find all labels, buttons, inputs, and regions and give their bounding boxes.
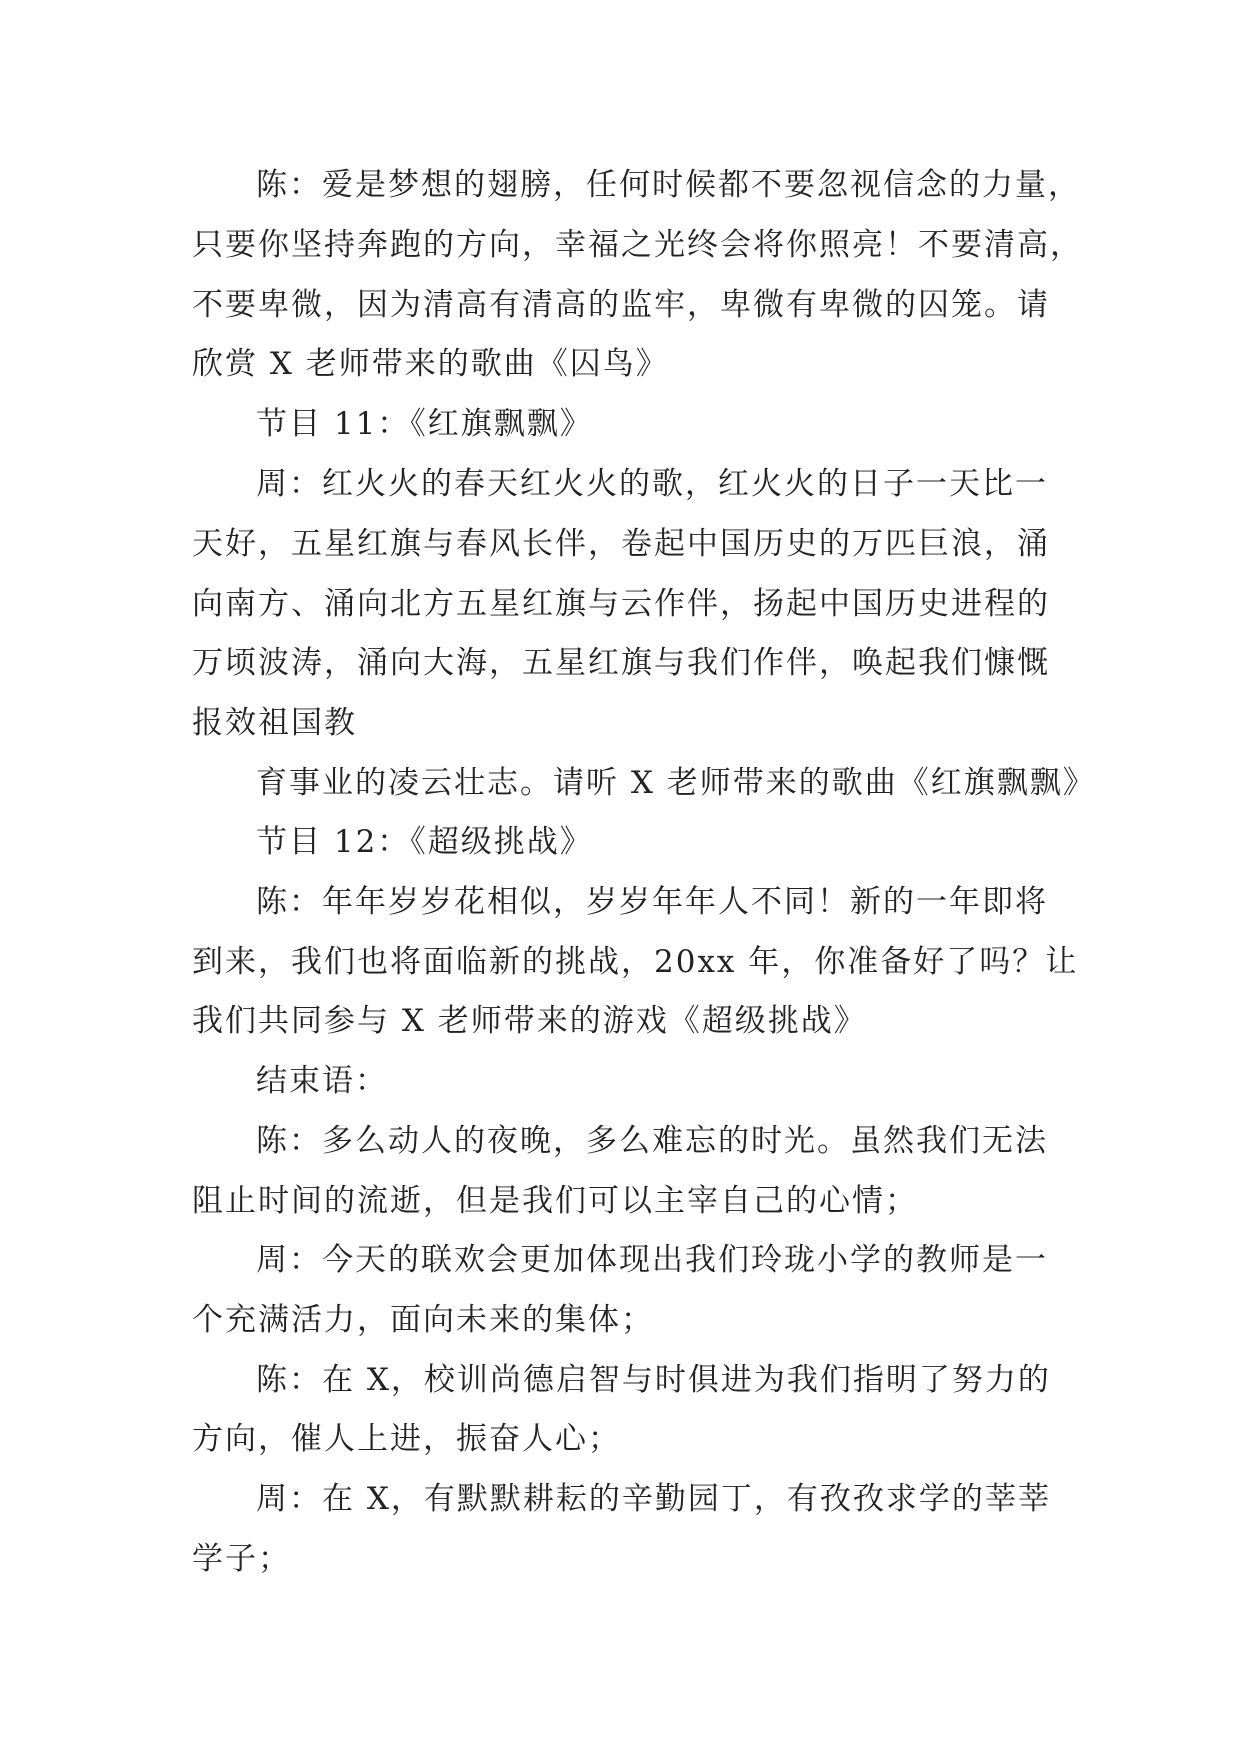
text-line: 欣赏 X 老师带来的歌曲《囚鸟》 [192, 346, 669, 382]
text-line: 陈：年年岁岁花相似，岁岁年年人不同！新的一年即将 [256, 884, 1048, 920]
section-heading: 结束语： [256, 1063, 388, 1099]
text-line: 我们共同参与 X 老师带来的游戏《超级挑战》 [192, 1003, 867, 1039]
text-line: 周：在 X，有默默耕耘的辛勤园丁，有孜孜求学的莘莘 [256, 1481, 1051, 1517]
text-line: 陈：在 X，校训尚德启智与时俱进为我们指明了努力的 [256, 1362, 1051, 1398]
text-line: 方向，催人上进，振奋人心； [192, 1421, 621, 1457]
text-line: 阻止时间的流逝，但是我们可以主宰自己的心情； [192, 1183, 918, 1219]
text-line: 陈：多么动人的夜晚，多么难忘的时光。虽然我们无法 [256, 1123, 1048, 1159]
text-line: 个充满活力，面向未来的集体； [192, 1302, 654, 1338]
text-line: 不要卑微，因为清高有清高的监牢，卑微有卑微的囚笼。请 [192, 287, 1050, 323]
text-line: 周：红火火的春天红火火的歌，红火火的日子一天比一 [256, 466, 1048, 502]
text-line: 到来，我们也将面临新的挑战，20xx 年，你准备好了吗？让 [192, 944, 1079, 980]
text-line: 陈：爱是梦想的翅膀，任何时候都不要忽视信念的力量， [256, 167, 1081, 203]
text-line: 报效祖国教 [192, 705, 357, 741]
text-line: 周：今天的联欢会更加体现出我们玲珑小学的教师是一 [256, 1242, 1048, 1278]
text-line: 万顷波涛，涌向大海，五星红旗与我们作伴，唤起我们慷慨 [192, 645, 1050, 681]
text-line: 育事业的凌云壮志。请听 X 老师带来的歌曲《红旗飘飘》 [256, 765, 1096, 801]
text-line: 只要你坚持奔跑的方向，幸福之光终会将你照亮！不要清高， [192, 227, 1083, 263]
program-heading: 节目 11：《红旗飘飘》 [256, 406, 593, 442]
program-heading: 节目 12：《超级挑战》 [256, 824, 593, 860]
text-line: 向南方、涌向北方五星红旗与云作伴，扬起中国历史进程的 [192, 586, 1050, 622]
text-line: 学子； [192, 1541, 291, 1577]
text-line: 天好，五星红旗与春风长伴，卷起中国历史的万匹巨浪，涌 [192, 526, 1050, 562]
